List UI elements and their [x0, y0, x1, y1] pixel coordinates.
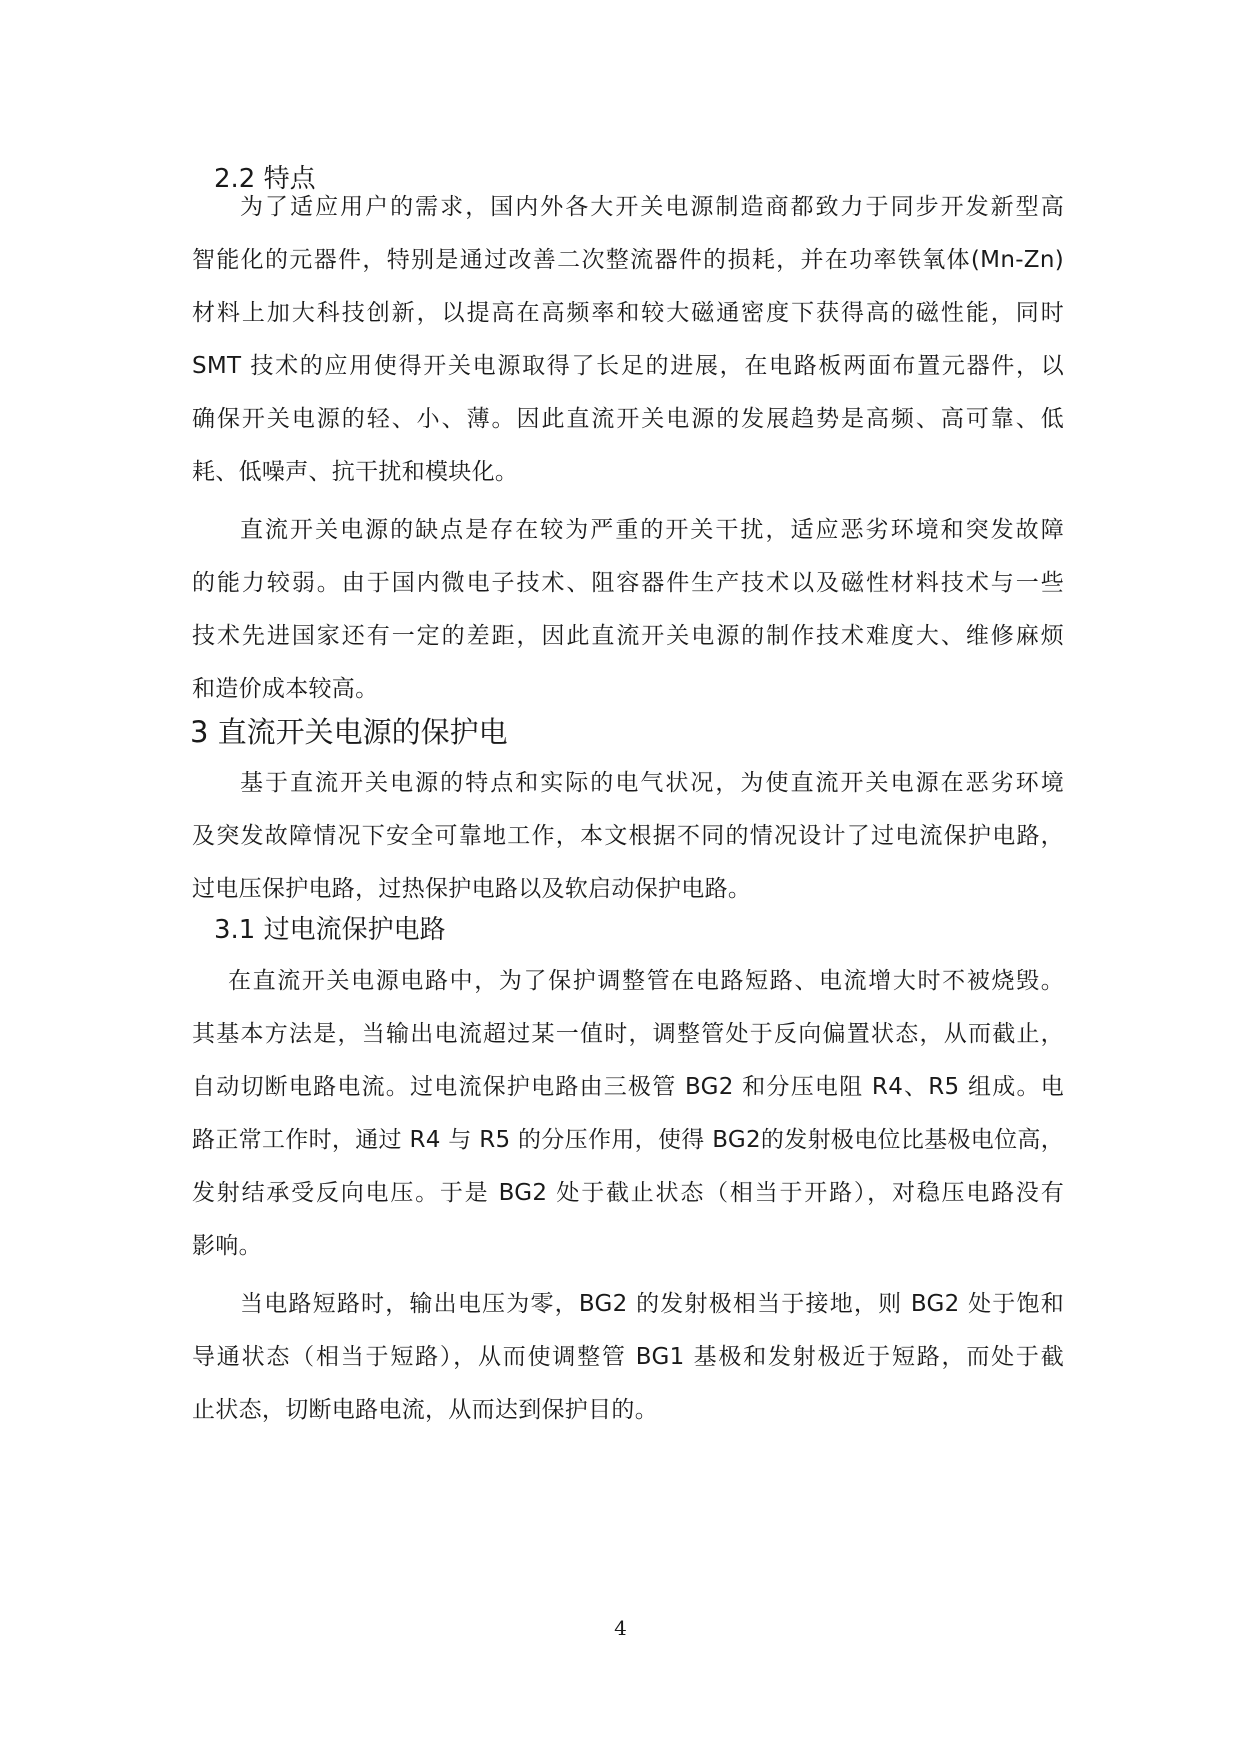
text-line: 智能化的元器件，特别是通过改善二次整流器件的损耗，并在功率铁氧体(Mn-Zn) — [192, 247, 1064, 273]
paragraph-2-2-2 — [192, 504, 1064, 716]
paragraph-2-2-1 — [192, 181, 1064, 499]
text-line: 材料上加大科技创新，以提高在高频率和较大磁通密度下获得高的磁性能，同时 — [192, 300, 1064, 326]
text-line: 其基本方法是，当输出电流超过某一值时，调整管处于反向偏置状态，从而截止， — [192, 1021, 1064, 1047]
text-line: 发射结承受反向电压。于是 BG2 处于截止状态（相当于开路），对稳压电路没有 — [192, 1180, 1064, 1206]
text-line: 止状态，切断电路电流，从而达到保护目的。 — [192, 1397, 658, 1423]
text-line: 技术先进国家还有一定的差距，因此直流开关电源的制作技术难度大、维修麻烦 — [192, 623, 1064, 649]
text-line: 为了适应用户的需求，国内外各大开关电源制造商都致力于同步开发新型高 — [240, 194, 1064, 220]
paragraph-3-1-2 — [192, 1278, 1064, 1437]
text-line: 导通状态（相当于短路），从而使调整管 BG1 基极和发射极近于短路，而处于截 — [192, 1344, 1064, 1370]
text-line: 路正常工作时，通过 R4 与 R5 的分压作用，使得 BG2的发射极电位比基极电位高， — [192, 1127, 1064, 1153]
text-line: 过电压保护电路，过热保护电路以及软启动保护电路。 — [192, 876, 752, 902]
text-line: 的能力较弱。由于国内微电子技术、阻容器件生产技术以及磁性材料技术与一些 — [192, 570, 1064, 596]
text-line: 及突发故障情况下安全可靠地工作，本文根据不同的情况设计了过电流保护电路， — [192, 823, 1064, 849]
text-line: 基于直流开关电源的特点和实际的电气状况，为使直流开关电源在恶劣环境 — [240, 770, 1064, 796]
paragraph-3-1-1 — [192, 955, 1064, 1273]
page-number: 4 — [614, 1616, 627, 1640]
section-heading-3-1: 3.1 过电流保护电路 — [214, 915, 446, 945]
paragraph-3-1 — [192, 757, 1064, 916]
text-line: 和造价成本较高。 — [192, 676, 379, 702]
text-line: 在直流开关电源电路中，为了保护调整管在电路短路、电流增大时不被烧毁。 — [228, 968, 1064, 994]
text-line: 影响。 — [192, 1233, 262, 1259]
text-line: 耗、低噪声、抗干扰和模块化。 — [192, 459, 519, 485]
text-line: 当电路短路时，输出电压为零，BG2 的发射极相当于接地，则 BG2 处于饱和 — [240, 1291, 1064, 1317]
text-line: 直流开关电源的缺点是存在较为严重的开关干扰，适应恶劣环境和突发故障 — [240, 517, 1064, 543]
section-heading-2-2: 2.2 特点 — [214, 164, 316, 194]
text-line: 自动切断电路电流。过电流保护电路由三极管 BG2 和分压电阻 R4、R5 组成。电 — [192, 1074, 1064, 1100]
text-line: SMT 技术的应用使得开关电源取得了长足的进展，在电路板两面布置元器件，以 — [192, 353, 1064, 379]
section-heading-3: 3 直流开关电源的保护电 — [190, 715, 508, 749]
text-line: 确保开关电源的轻、小、薄。因此直流开关电源的发展趋势是高频、高可靠、低 — [192, 406, 1064, 432]
